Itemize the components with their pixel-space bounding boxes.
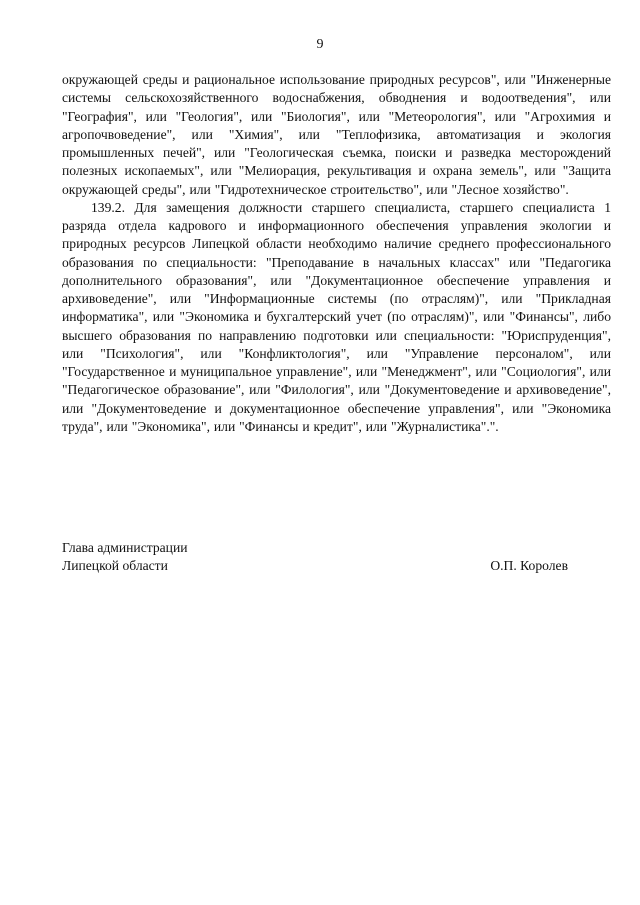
signatory-title-line2: Липецкой области — [62, 558, 168, 573]
document-body — [62, 71, 611, 436]
page-number: 9 — [316, 37, 324, 52]
paragraph-continuation: окружающей среды и рациональное использование природных ресурсов", или "Инженерные системы сельскохозяйственного водоснабжения, обводнения и водоотведения", или "География", или "Геология", или "Биология", или "Метеорология", или "Агрохимия и агропочвоведение", или "Химия", или "Теплофизика, автоматизация и экология промышленных печей", или "Геологическая съемка, поиски и разведка месторождений полезных ископаемых", или "Мелиорация, рекультивация и охрана земель", или "Защита окружающей среды", или "Гидротехническое строительство", или "Лесное хозяйство". — [62, 72, 611, 197]
signature-block — [62, 539, 568, 575]
signatory-title-line1: Глава администрации — [62, 540, 188, 555]
paragraph-139-2: 139.2. Для замещения должности старшего специалиста, старшего специалиста 1 разряда отдела кадрового и информационного обеспечения управления экологии и природных ресурсов Липецкой области необходимо наличие среднего профессионального образования по специальности: "Преподавание в начальных классах" или "Педагогика дополнительного образования", или "Документационное обеспечение управления и архивоведение", или "Информационные системы (по отраслям)", или "Прикладная информатика", или "Экономика и бухгалтерский учет (по отраслям)", или "Финансы", либо высшего образования по направлению подготовки или специальности: "Юриспруденция", или "Психология", или "Конфликтология", или "Управление персоналом", или "Государственное и муниципальное управление", или "Менеджмент", или "Социология", или "Педагогическое образование", или "Филология", или "Документоведение и архивоведение", или "Документоведение и документационное обеспечение управления", или "Экономика труда", или "Экономика", или "Финансы и кредит", или "Журналистика".". — [62, 199, 611, 434]
signatory-name: О.П. Королев — [490, 558, 568, 573]
